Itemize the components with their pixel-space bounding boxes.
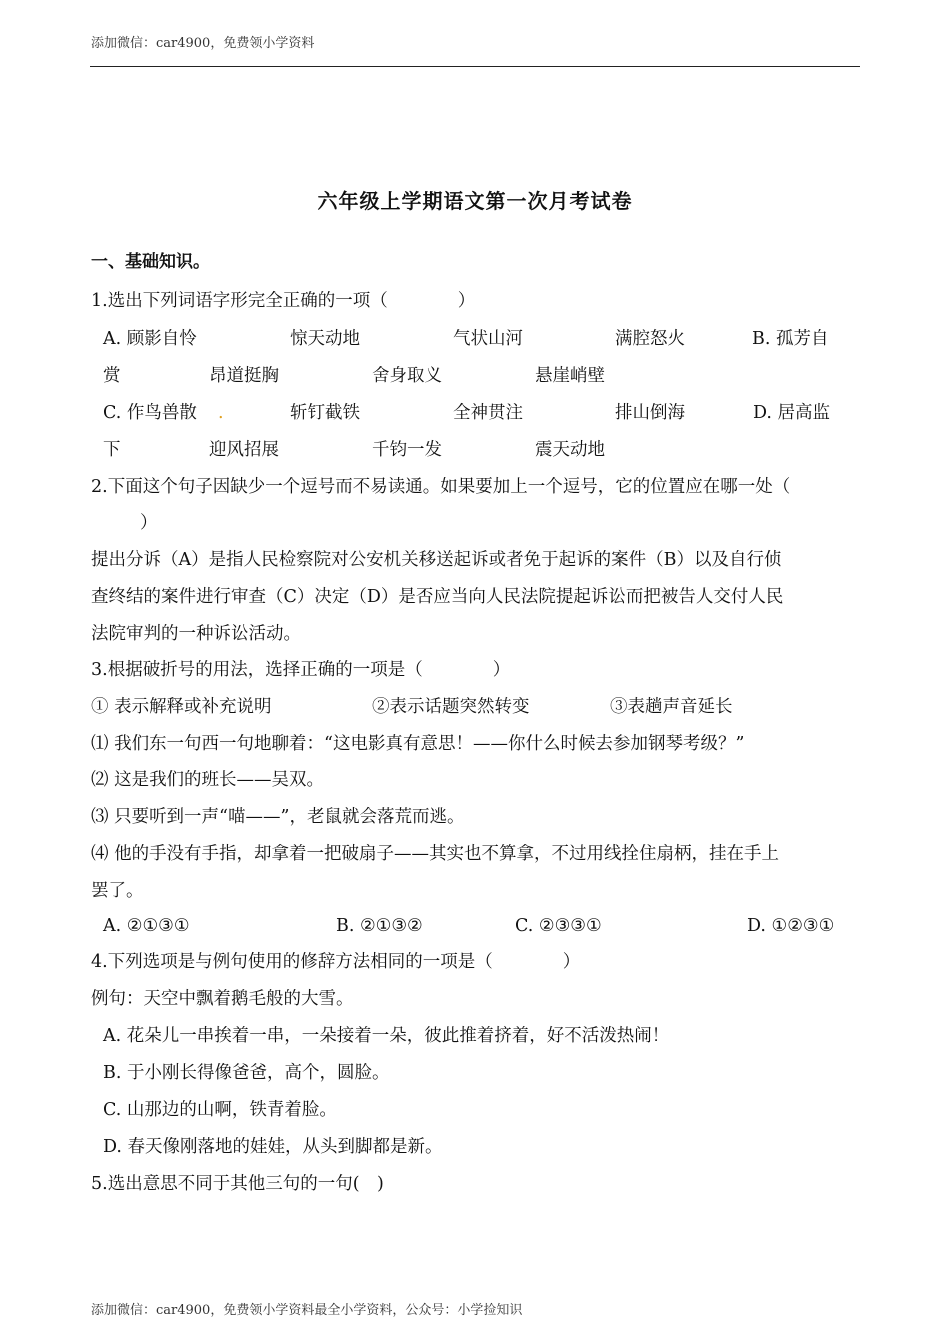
q1-word: 舍身取义 bbox=[372, 366, 442, 386]
q4-option-d: D. 春天像刚落地的娃娃，从头到脚都是新。 bbox=[103, 1137, 443, 1157]
q3-stem: 3.根据破折号的用法，选择正确的一项是（ ） bbox=[91, 660, 511, 680]
section-heading: 一、基础知识。 bbox=[91, 252, 210, 272]
page-title: 六年级上学期语文第一次月考试卷 bbox=[317, 189, 633, 213]
q1-word: 震天动地 bbox=[535, 440, 605, 460]
q1-word: 排山倒海 bbox=[615, 403, 685, 423]
q3-option-a: A. ②①③① bbox=[103, 916, 190, 936]
q2-passage-line: 查终结的案件进行审查（C）决定（D）是否应当向人民法院提起诉讼而把被告人交付人民 bbox=[91, 587, 784, 607]
q1-stem: 1.选出下列词语字形完全正确的一项（ ） bbox=[91, 291, 476, 311]
q3-sentence: ⑴ 我们东一句西一句地聊着：“这电影真有意思！——你什么时候去参加钢琴考级？” bbox=[91, 734, 745, 754]
q1-option-d: D. 居高监 bbox=[753, 403, 831, 423]
q1-option-a: A. 顾影自怜 bbox=[103, 329, 197, 349]
q1-word: 千钧一发 bbox=[372, 440, 442, 460]
q1-word: 迎风招展 bbox=[209, 440, 279, 460]
q4-example: 例句：天空中飘着鹅毛般的大雪。 bbox=[91, 989, 354, 1009]
q2-stem: 2.下面这个句子因缺少一个逗号而不易读通。如果要加上一个逗号，它的位置应在哪一处（ bbox=[91, 477, 791, 497]
q1-word: 下 bbox=[103, 440, 121, 460]
q3-usage: ②表示话题突然转变 bbox=[372, 697, 530, 717]
q5-stem: 5.选出意思不同于其他三句的一句( ) bbox=[91, 1174, 384, 1194]
page-header: 添加微信：car4900，免费领小学资料 bbox=[91, 36, 315, 51]
q1-option-c: C. 作鸟兽散 bbox=[103, 403, 197, 423]
q1-word: 赏 bbox=[103, 366, 121, 386]
q2-stem-end: ） bbox=[140, 513, 158, 533]
q1-word: 全神贯注 bbox=[453, 403, 523, 423]
q3-sentence: ⑷ 他的手没有手指，却拿着一把破扇子——其实也不算拿，不过用线拴住扇柄，挂在手上 bbox=[91, 844, 780, 864]
q3-option-b: B. ②①③② bbox=[336, 916, 423, 936]
q3-usage: ③表趟声音延长 bbox=[610, 697, 733, 717]
q4-option-c: C. 山那边的山啊，铁青着脸。 bbox=[103, 1100, 337, 1120]
q1-word: 斩钉截铁 bbox=[290, 403, 360, 423]
q2-passage-line: 法院审判的一种诉讼活动。 bbox=[91, 624, 301, 644]
q3-sentence: 罢了。 bbox=[91, 881, 144, 901]
q1-word: 气状山河 bbox=[453, 329, 523, 349]
q3-option-d: D. ①②③① bbox=[747, 916, 835, 936]
q3-sentence: ⑶ 只要听到一声“喵——”，老鼠就会落荒而逃。 bbox=[91, 807, 465, 827]
q1-word: 悬崖峭壁 bbox=[535, 366, 605, 386]
q1-option-b: B. 孤芳自 bbox=[752, 329, 829, 349]
q1-word: 惊天动地 bbox=[290, 329, 360, 349]
q4-stem: 4.下列选项是与例句使用的修辞方法相同的一项是（ ） bbox=[91, 952, 581, 972]
q1-word: 满腔怒火 bbox=[615, 329, 685, 349]
q3-option-c: C. ②③③① bbox=[515, 916, 602, 936]
q4-option-b: B. 于小刚长得像爸爸，高个，圆脸。 bbox=[103, 1063, 390, 1083]
q1-word: 昂道挺胸 bbox=[209, 366, 279, 386]
page-footer: 添加微信：car4900，免费领小学资料最全小学资料，公众号：小学捡知识 bbox=[91, 1303, 523, 1318]
q3-usage: ① 表示解释或补充说明 bbox=[91, 697, 272, 717]
header-rule bbox=[90, 66, 860, 67]
q3-sentence: ⑵ 这是我们的班长——吴双。 bbox=[91, 770, 325, 790]
emphasis-dot: . bbox=[218, 403, 224, 423]
q4-option-a: A. 花朵儿一串挨着一串，一朵接着一朵，彼此推着挤着，好不活泼热闹！ bbox=[103, 1026, 670, 1046]
q2-passage-line: 提出分诉（A）是指人民检察院对公安机关移送起诉或者免于起诉的案件（B）以及自行侦 bbox=[91, 550, 782, 570]
